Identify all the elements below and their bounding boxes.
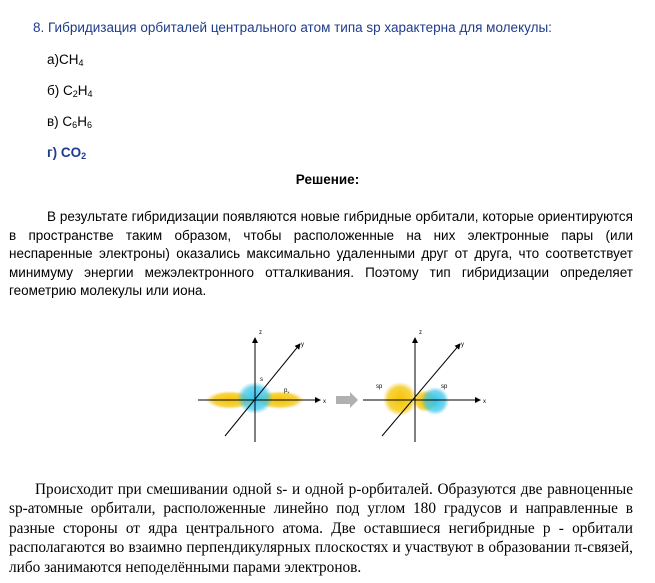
formula-element: H bbox=[77, 114, 87, 129]
paragraph-1-text: В результате гибридизации появляются новые гибридные орбитали, которые ориентируются в пространстве таким образом, чтобы расположенные на них электронные пары (или неспаренные электроны) оказались максимально удаленными друг от друга, что соответствует минимуму энергии межэлектронного отталкивания. Поэтому тип гибридизации определяет геометрию молекулы или иона. bbox=[9, 209, 633, 299]
solution-paragraph-2 bbox=[9, 480, 633, 577]
solution-heading: Решение: bbox=[295, 172, 360, 187]
sp-label-left: sp bbox=[376, 384, 383, 390]
option-a bbox=[47, 52, 84, 68]
px-orbital-label: $p_x$ bbox=[284, 388, 290, 395]
paragraph-2-text: Происходит при смешивании одной s- и одной p-орбиталей. Образуются две равноценные sp-атомные орбитали, расположенные линейно под углом 180 градусов и направленные в разные стороны от ядра центрального атома. Две оставшиеся негибридные p - орбитали располагаются во взаимно перпендикулярных плоскостях и участвуют в образовании π-связей, либо занимаются неподелёнными парами электронов. bbox=[9, 481, 633, 576]
formula-element: CH bbox=[59, 52, 79, 67]
formula-subscript: 4 bbox=[78, 58, 84, 68]
formula-subscript: 2 bbox=[72, 89, 78, 99]
y-axis-label: y bbox=[301, 342, 304, 348]
formula-element: H bbox=[77, 83, 88, 98]
formula-element: C bbox=[62, 114, 73, 129]
option-prefix: г) bbox=[47, 145, 61, 160]
x-axis-label: x bbox=[323, 399, 326, 405]
formula-subscript: 6 bbox=[72, 120, 78, 130]
option-prefix: в) bbox=[47, 114, 63, 129]
sp-orbital-left bbox=[383, 382, 417, 416]
option-c bbox=[47, 114, 92, 130]
formula-element: CO bbox=[60, 145, 82, 160]
y-axis-label-2: y bbox=[461, 342, 464, 348]
s-orbital-label: s bbox=[260, 377, 263, 383]
option-prefix: а) bbox=[47, 52, 60, 67]
sp-label-right: sp bbox=[441, 384, 448, 390]
option-prefix: б) bbox=[47, 83, 63, 98]
formula-subscript: 6 bbox=[86, 120, 92, 130]
option-d bbox=[47, 145, 86, 161]
formula-element: C bbox=[62, 83, 73, 98]
z-axis-label: z bbox=[259, 330, 262, 336]
formula-subscript: 4 bbox=[87, 89, 93, 99]
formula-subscript: 2 bbox=[81, 151, 87, 161]
sp-hybridization-figure bbox=[190, 322, 500, 452]
question-title: 8. Гибридизация орбиталей центрального атом типа sp характерна для молекулы: bbox=[33, 20, 552, 35]
option-b bbox=[47, 83, 93, 99]
sp-orbital-right-blue bbox=[421, 387, 449, 415]
solution-paragraph-1 bbox=[9, 208, 633, 301]
x-axis-label-2: x bbox=[483, 399, 486, 405]
left-orbital-diagram bbox=[198, 330, 326, 442]
right-orbital-diagram bbox=[363, 330, 486, 442]
transform-arrow bbox=[336, 392, 358, 408]
z-axis-label-2: z bbox=[419, 330, 422, 336]
